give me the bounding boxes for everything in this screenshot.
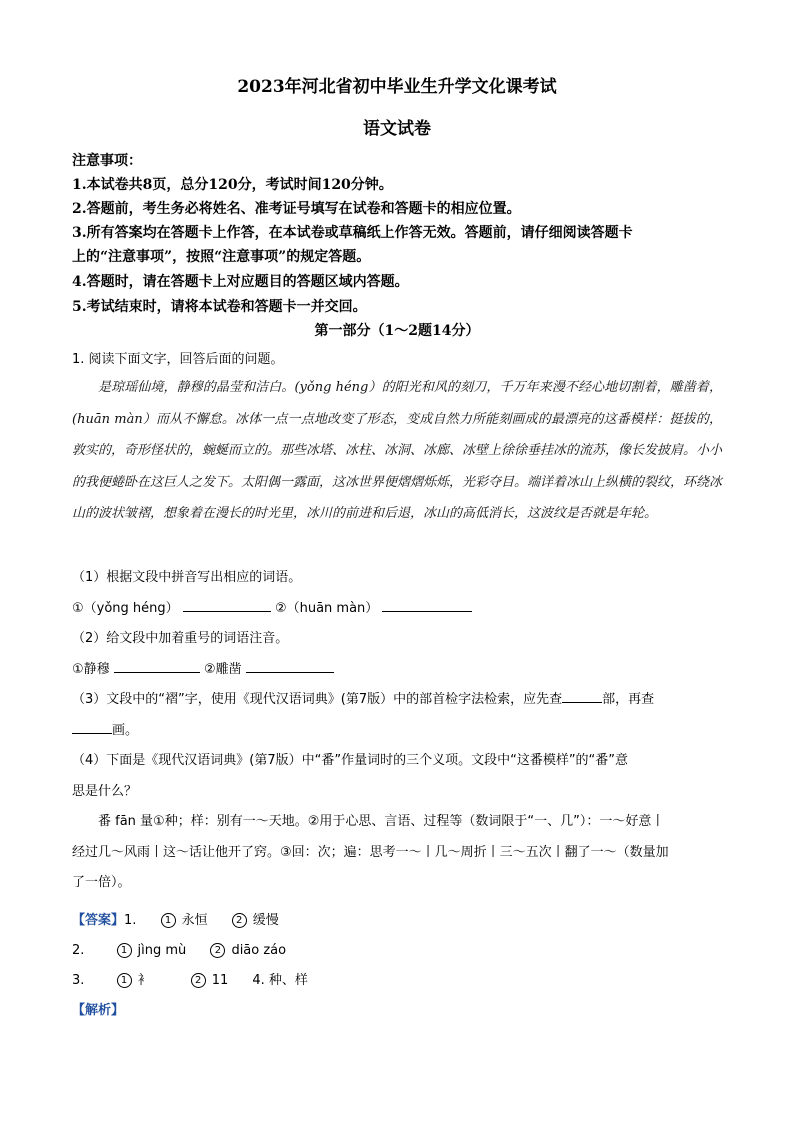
reading-passage: [72, 372, 722, 530]
sub3-text-b: 部，再查: [602, 692, 655, 707]
circle-number-icon: 2: [210, 943, 225, 958]
exam-title: 2023年河北省初中毕业生升学文化课考试: [237, 77, 557, 97]
analysis-label: 【解析】: [72, 1003, 125, 1018]
sub-question-1: [72, 563, 722, 899]
sub3-blank-2: [72, 719, 112, 734]
answer-row-1: [72, 906, 722, 936]
notice-item-3-cont: 上的“注意事项”，按照“注意事项”的规定答题。: [72, 249, 371, 265]
answer-1-2: 缓慢: [252, 913, 279, 928]
sub3-text-c: 画。: [112, 722, 139, 738]
answer-2-2: diāo záo: [231, 943, 287, 958]
notice-item-4: 4.答题时，请在答题卡上对应题目的答题区域内答题。: [72, 274, 409, 290]
dict-entry-line1: 番 fān 量①种；样：别有一～天地。②用于心思、言语、过程等（数词限于“一、几”）：一～好意丨: [98, 814, 665, 829]
notice-item-3: 3.所有答案均在答题卡上作答，在本试卷或草稿纸上作答无效。答题前，请仔细阅读答题卡: [72, 225, 633, 241]
sub1-a-blank: [183, 597, 271, 612]
question-intro: 1. 阅读下面文字，回答后面的问题。: [72, 352, 284, 367]
sub2-b-label: ②雕凿: [203, 661, 242, 677]
sub3-text-a: （3）文段中的“褶”字，使用《现代汉语词典》(第7版）中的部首检字法检索，应先查: [72, 692, 563, 707]
analysis-row: [72, 996, 722, 1026]
sub3-line1: [72, 685, 722, 716]
circle-number-icon: 2: [191, 973, 206, 988]
sub4-line1: （4）下面是《现代汉语词典》(第7版）中“番”作量词时的三个义项。文段中“这番模样”的“番”意: [72, 753, 629, 768]
sub1-answers: [72, 594, 722, 625]
sub1-a-label: ①（yǒng héng）: [72, 600, 179, 616]
answer-2-num: 2.: [72, 943, 85, 958]
sub2-b-blank: [246, 658, 334, 673]
sub1-b-blank: [382, 597, 472, 612]
sub4-line2: 思是什么？: [72, 783, 138, 799]
notice-heading: 注意事项：: [72, 153, 142, 169]
answer-3-2: 11: [211, 973, 229, 988]
sub1-prompt: （1）根据文段中拼音写出相应的词语。: [72, 570, 302, 585]
sub2-a-label: ①静穆: [72, 661, 110, 677]
notice-item-1: 1.本试卷共8页，总分120分，考试时间120分钟。: [72, 177, 393, 193]
answer-4: 4. 种、样: [252, 973, 308, 988]
sub3-line2: [72, 716, 722, 747]
answer-row-3: [72, 966, 722, 996]
section-heading: 第一部分（1～2题14分）: [314, 323, 480, 339]
passage-text: 是琼瑶仙境，静穆的晶莹和洁白。(yǒng héng）的阳光和风的刻刀，千万年来漫不经心地切割着，雕凿着，(huān màn）而从不懈怠。冰体一点一点地改变了形态，变成自然力所能刻画成的最漂亮的这番模样：挺拔的，敦实的，奇形怪状的，蜿蜒而立的。那些冰塔、冰柱、冰洞、冰廊、冰壁上徐徐垂挂冰的流苏，像长发披肩。小小的我便蜷卧在这巨人之发下。太阳偶一露面，这冰世界便熠熠烁烁，光彩夺目。端详着冰山上纵横的裂纹，环绕冰山的波状皱褶，想象着在漫长的时光里，冰川的前进和后退，冰山的高低消长，这波纹是否就是年轮。: [72, 380, 723, 521]
answer-block: [72, 906, 722, 1026]
sub2-prompt: （2）给文段中加着重号的词语注音。: [72, 631, 289, 646]
circle-number-icon: 1: [117, 973, 132, 988]
sub3-blank-1: [562, 688, 602, 703]
answer-2-1: jìng mù: [137, 943, 187, 958]
notice-item-5: 5.考试结束时，请将本试卷和答题卡一并交回。: [72, 299, 367, 315]
dict-entry-line3: 了一倍）。: [72, 875, 131, 890]
exam-subtitle: 语文试卷: [363, 119, 431, 139]
answer-1-1: 永恒: [181, 913, 208, 928]
answer-row-2: [72, 936, 722, 966]
notice-item-2: 2.答题前，考生务必将姓名、准考证号填写在试卷和答题卡的相应位置。: [72, 201, 521, 217]
circle-number-icon: 1: [161, 913, 176, 928]
sub2-answers: [72, 655, 722, 686]
answer-3-1: 衤: [137, 973, 151, 988]
answer-label: 【答案】: [72, 913, 125, 928]
sub2-a-blank: [114, 658, 200, 673]
dict-entry-line2: 经过几～风雨丨这～话让他开了窍。③回：次；遍：思考一～丨几～周折丨三～五次丨翻了一～（数量加: [72, 844, 669, 860]
answer-3-num: 3.: [72, 973, 85, 988]
answer-1-num: 1.: [124, 913, 137, 928]
circle-number-icon: 2: [232, 913, 247, 928]
sub1-b-label: ②（huān màn）: [274, 600, 379, 616]
circle-number-icon: 1: [117, 943, 132, 958]
